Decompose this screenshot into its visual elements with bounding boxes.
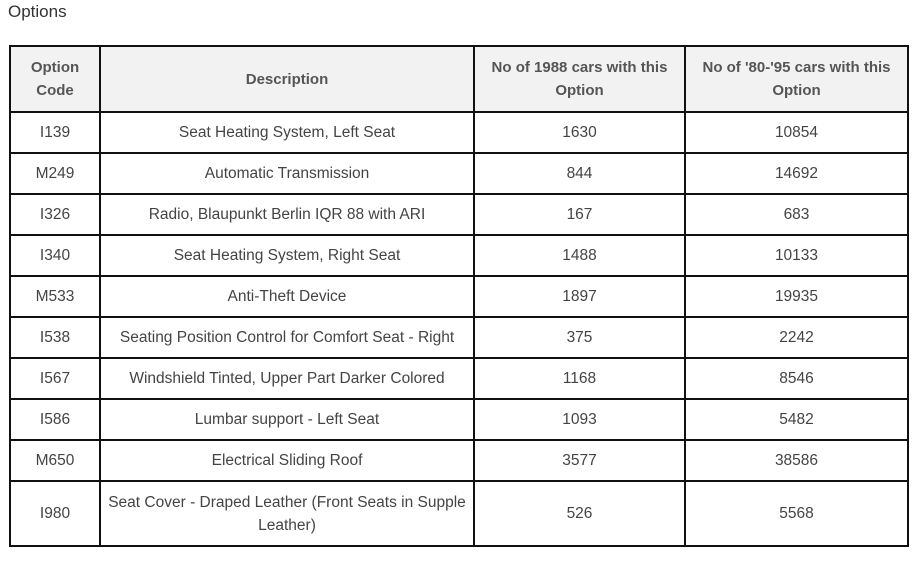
cell-option-code: I567 (10, 358, 100, 399)
header-count-1988: No of 1988 cars with this Option (474, 46, 685, 112)
cell-option-code: I538 (10, 317, 100, 358)
cell-description: Windshield Tinted, Upper Part Darker Colored (100, 358, 474, 399)
cell-count-1988: 3577 (474, 440, 685, 481)
cell-option-code: I326 (10, 194, 100, 235)
cell-count-80-95: 2242 (685, 317, 908, 358)
table-row (10, 358, 908, 399)
cell-option-code: I980 (10, 481, 100, 546)
cell-count-80-95: 14692 (685, 153, 908, 194)
cell-count-1988: 167 (474, 194, 685, 235)
cell-description: Seat Heating System, Right Seat (100, 235, 474, 276)
cell-description: Seat Cover - Draped Leather (Front Seats in Supple Leather) (100, 481, 474, 546)
header-count-80-95: No of '80-'95 cars with this Option (685, 46, 908, 112)
cell-count-1988: 526 (474, 481, 685, 546)
cell-description: Lumbar support - Left Seat (100, 399, 474, 440)
section-heading: Options (8, 2, 67, 21)
cell-count-80-95: 8546 (685, 358, 908, 399)
cell-count-80-95: 5568 (685, 481, 908, 546)
table-header-row (10, 46, 908, 112)
header-description: Description (100, 46, 474, 112)
cell-count-1988: 1168 (474, 358, 685, 399)
table-row (10, 194, 908, 235)
header-option-code: Option Code (10, 46, 100, 112)
cell-count-1988: 844 (474, 153, 685, 194)
cell-count-1988: 1488 (474, 235, 685, 276)
cell-description: Electrical Sliding Roof (100, 440, 474, 481)
table-row (10, 317, 908, 358)
cell-count-80-95: 10133 (685, 235, 908, 276)
cell-description: Seat Heating System, Left Seat (100, 112, 474, 153)
table-row (10, 440, 908, 481)
cell-count-1988: 1093 (474, 399, 685, 440)
cell-option-code: M533 (10, 276, 100, 317)
cell-description: Radio, Blaupunkt Berlin IQR 88 with ARI (100, 194, 474, 235)
table-row (10, 399, 908, 440)
cell-option-code: I340 (10, 235, 100, 276)
cell-count-1988: 1630 (474, 112, 685, 153)
cell-option-code: I586 (10, 399, 100, 440)
cell-option-code: M650 (10, 440, 100, 481)
cell-count-1988: 1897 (474, 276, 685, 317)
cell-count-80-95: 10854 (685, 112, 908, 153)
table-row (10, 481, 908, 546)
cell-option-code: M249 (10, 153, 100, 194)
cell-description: Anti-Theft Device (100, 276, 474, 317)
cell-count-1988: 375 (474, 317, 685, 358)
cell-option-code: I139 (10, 112, 100, 153)
cell-description: Automatic Transmission (100, 153, 474, 194)
cell-description: Seating Position Control for Comfort Seat - Right (100, 317, 474, 358)
cell-count-80-95: 683 (685, 194, 908, 235)
table-row (10, 153, 908, 194)
options-table (9, 45, 909, 547)
table-row (10, 235, 908, 276)
table-row (10, 276, 908, 317)
table-row (10, 112, 908, 153)
cell-count-80-95: 5482 (685, 399, 908, 440)
cell-count-80-95: 19935 (685, 276, 908, 317)
cell-count-80-95: 38586 (685, 440, 908, 481)
